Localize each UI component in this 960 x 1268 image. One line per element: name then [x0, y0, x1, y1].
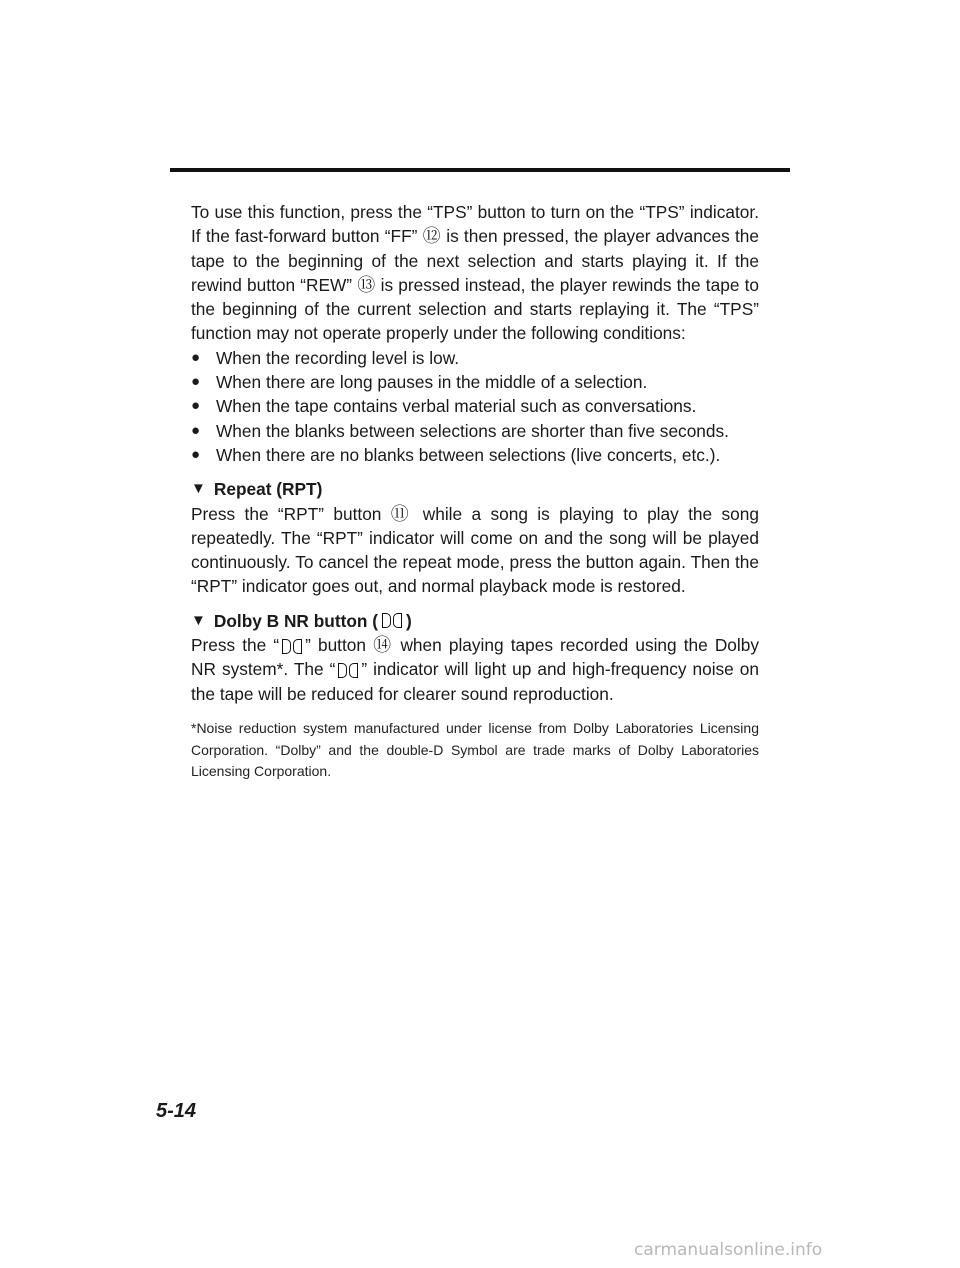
- page-content: [191, 200, 759, 797]
- dolby-double-d-icon: [282, 639, 302, 654]
- dolby-heading-text: Dolby B NR button (: [213, 610, 378, 631]
- triangle-bullet-icon: ▼: [191, 480, 206, 498]
- dolby-text-3: when playing tapes recorded using the Dolby NR system*. The “: [191, 635, 760, 680]
- tps-paragraph: [191, 200, 759, 346]
- list-item: [191, 370, 759, 394]
- rew-button-number: ⑬: [357, 274, 376, 295]
- top-rule: [170, 168, 790, 172]
- dolby-footnote: *Noise reduction system manufactured under license from Dolby Laboratories Licensing Corporation. “Dolby” and the double-D Symbol are trade marks of Dolby Laboratories Licensing Corporation.: [191, 719, 759, 780]
- dolby-text-2: ” button: [305, 635, 374, 656]
- bullet-icon: ●: [191, 421, 201, 439]
- bullet-icon: ●: [191, 348, 201, 366]
- watermark: carmanualsonline.info: [634, 1240, 823, 1260]
- tps-text-2: is then pressed, the player advances the tape to the beginning of the next selection and starts playing it. If the rewind button “REW”: [191, 226, 759, 295]
- dolby-heading: [191, 609, 759, 633]
- dolby-text-1: Press the “: [191, 635, 280, 656]
- list-item: [191, 346, 759, 370]
- dolby-double-d-icon: [382, 613, 402, 628]
- dolby-heading-close: ): [406, 610, 412, 631]
- list-item-text: When there are long pauses in the middle of a selection.: [216, 372, 648, 393]
- dolby-double-d-icon: [338, 663, 358, 678]
- repeat-text-2: while a song is playing to play the song repeatedly. The “RPT” indicator will come on and the song will be played continuously. To cancel the repeat mode, press the button again. Then the “RPT” indicator goes out, and normal playback mode is restored.: [191, 503, 759, 597]
- repeat-text-1: Press the “RPT” button: [191, 503, 391, 524]
- tps-text-1: To use this function, press the “TPS” button to turn on the “TPS” indicator. If the fast-forward button “FF”: [191, 202, 759, 247]
- list-item: [191, 394, 759, 418]
- dolby-text-4: ” indicator will light up and high-frequency noise on the tape will be reduced for clearer sound reproduction.: [191, 659, 759, 704]
- dolby-button-number: ⑭: [373, 635, 394, 656]
- rpt-button-number: ⑪: [390, 503, 414, 524]
- ff-button-number: ⑫: [422, 226, 442, 247]
- list-item: [191, 419, 759, 443]
- bullet-icon: ●: [191, 397, 201, 415]
- repeat-heading-text: Repeat (RPT): [213, 479, 323, 500]
- conditions-list: [191, 346, 759, 467]
- bullet-icon: ●: [191, 373, 201, 391]
- repeat-paragraph: [191, 502, 759, 599]
- page-number: 5-14: [156, 1100, 197, 1122]
- list-item: [191, 443, 759, 467]
- list-item-text: When the tape contains verbal material such as conversations.: [216, 396, 697, 417]
- tps-text-3: is pressed instead, the player rewinds the tape to the beginning of the current selection and starts replaying it. The “TPS” function may not operate properly under the following conditions:: [191, 274, 759, 344]
- dolby-paragraph: [191, 633, 759, 706]
- bullet-icon: ●: [191, 445, 201, 463]
- repeat-heading: [191, 477, 759, 501]
- list-item-text: When the blanks between selections are shorter than five seconds.: [216, 420, 729, 441]
- list-item-text: When there are no blanks between selections (live concerts, etc.).: [216, 444, 721, 465]
- list-item-text: When the recording level is low.: [216, 347, 460, 368]
- triangle-bullet-icon: ▼: [191, 611, 206, 629]
